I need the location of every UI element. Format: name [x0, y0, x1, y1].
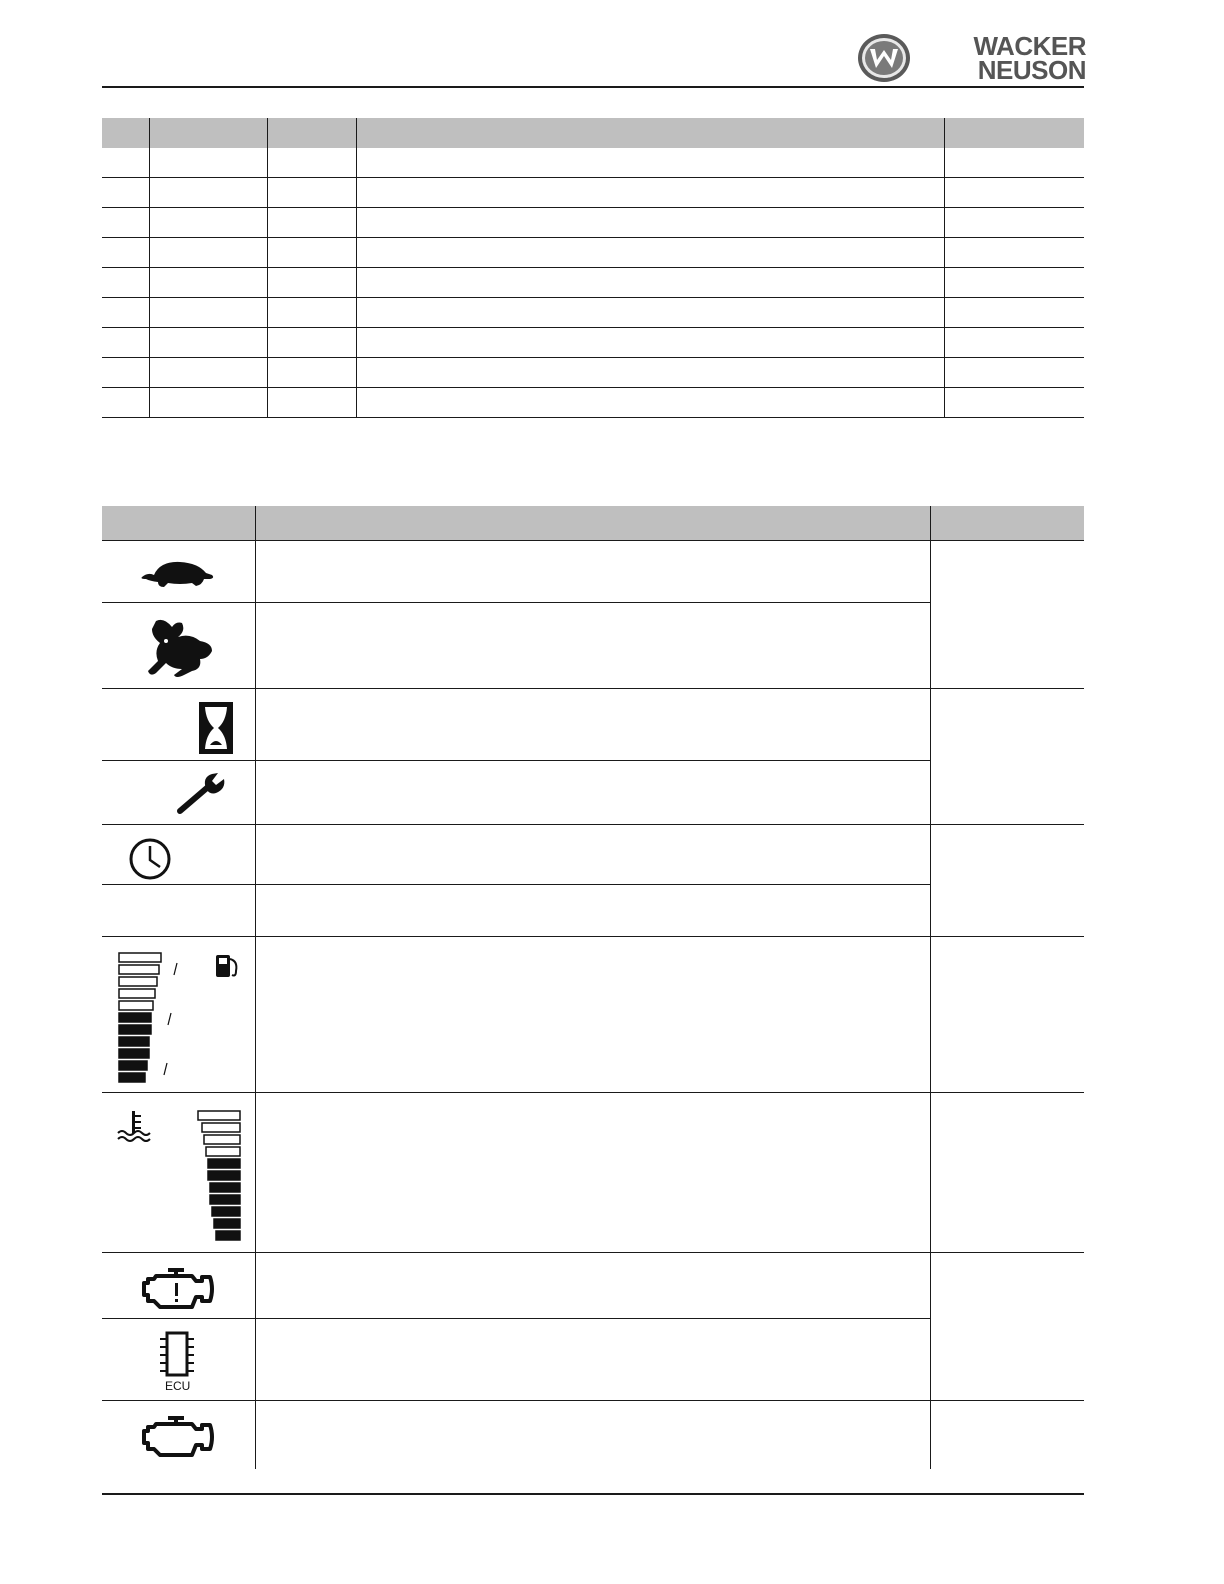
fuel-gauge-icon — [116, 949, 246, 1089]
table-row — [102, 937, 1084, 1093]
turtle-icon — [140, 559, 216, 589]
table-row — [102, 825, 1084, 885]
wrench-icon — [176, 771, 228, 817]
footer-rule — [102, 1493, 1084, 1495]
coolant-temperature-gauge-icon — [116, 1107, 242, 1247]
table-row — [102, 178, 1084, 208]
page-header — [102, 28, 1084, 88]
table-row — [102, 1093, 1084, 1253]
table-row — [102, 148, 1084, 178]
ecu-label: ECU — [165, 1379, 191, 1393]
rabbit-icon — [146, 617, 214, 681]
icon-table-header — [102, 506, 1084, 541]
brand-wordmark — [950, 31, 1086, 85]
table-row — [102, 541, 1084, 603]
icon-table — [102, 506, 1084, 1469]
table-row — [102, 328, 1084, 358]
table-row — [102, 358, 1084, 388]
table-row — [102, 388, 1084, 418]
top-table-header — [102, 118, 1084, 148]
wacker-neuson-logo-icon — [856, 32, 912, 84]
engine-warning-icon — [140, 1267, 216, 1313]
top-table — [102, 118, 1084, 418]
table-row — [102, 208, 1084, 238]
table-row — [102, 298, 1084, 328]
table-row — [102, 238, 1084, 268]
table-row — [102, 689, 1084, 761]
hourglass-icon — [198, 701, 234, 755]
ecu-icon — [158, 1331, 196, 1377]
table-row — [102, 268, 1084, 298]
clock-icon — [128, 837, 172, 881]
check-engine-icon — [140, 1415, 216, 1461]
brand-line-1: WACKER — [973, 31, 1086, 61]
table-row — [102, 1253, 1084, 1319]
brand-line-2: NEUSON — [977, 55, 1086, 85]
table-row — [102, 1401, 1084, 1469]
